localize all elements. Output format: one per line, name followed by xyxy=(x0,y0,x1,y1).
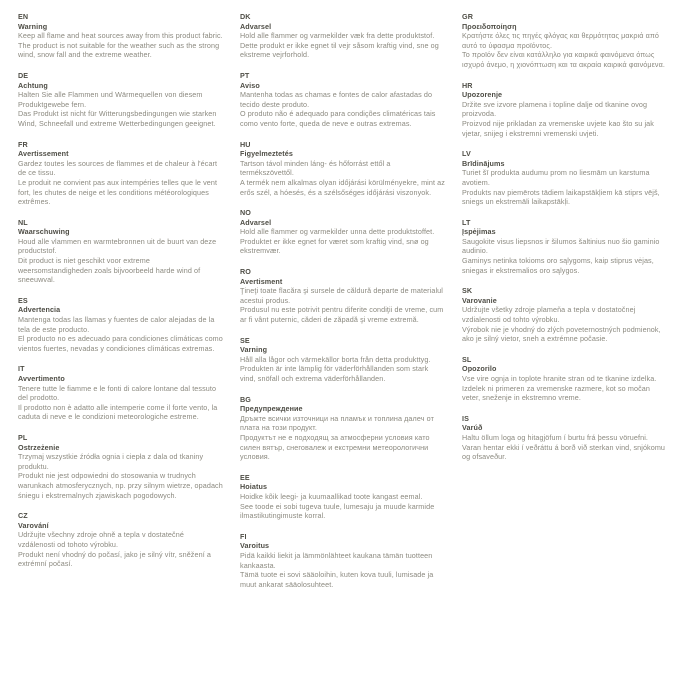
language-code: FR xyxy=(18,139,28,149)
language-code: GR xyxy=(462,12,473,21)
warning-text: Udržujte všetky zdroje plameňa a tepla v dostatočnej vzdialenosti od tohto výrobku. xyxy=(462,305,636,325)
warning-text: Produkts nav piemērots tādiem laikapstākļiem kā stiprs vējš, sniegs un ekstremāli laikapstākļi. xyxy=(462,187,660,207)
language-section-sl xyxy=(462,355,667,403)
warning-text: Izdelek ni primeren za vremenske razmere, kot so močan veter, sneženje in ekstremno vreme. xyxy=(462,383,650,403)
language-section-en xyxy=(18,12,223,60)
warning-text: Κρατήστε όλες τις πηγές φλόγας και θερμότητας μακριά από αυτό το ύφασμα προϊόντος. xyxy=(462,31,660,50)
warning-text: Το προϊόν δεν είναι κατάλληλο για καιρικά φαινόμενα όπως ισχυρό άνεμο, η χιονόπτωση και τα ακραία καιρικά φαινόμενα. xyxy=(462,50,665,69)
warning-title: Advertencia xyxy=(18,305,61,315)
language-code: PT xyxy=(240,70,250,80)
language-code: PL xyxy=(18,432,28,442)
warning-text: Das Produkt ist nicht für Witterungsbedingungen wie starken Wind, Schneefall und extreme Wetterbedingungen geeignet. xyxy=(18,109,217,128)
warning-text: Saugokite visus liepsnos ir šilumos šaltinius nuo šio gaminio audinio. xyxy=(462,236,660,256)
warning-title: Upozorenje xyxy=(462,90,503,100)
language-code: SL xyxy=(462,354,472,364)
warning-text: See toode ei sobi tugeva tuule, lumesaju ja muude karmide ilmastikutingimuste korral. xyxy=(240,501,435,521)
warning-text: Turiet šī produkta audumu prom no liesmām un karstuma avotiem. xyxy=(462,168,650,187)
warning-title: Advarsel xyxy=(240,217,272,227)
warning-text: Håll alla lågor och värmekällor borta från detta produkttyg. xyxy=(240,354,431,364)
language-code: RO xyxy=(240,267,251,277)
language-section-ro xyxy=(240,267,445,325)
warning-title: Įspėjimas xyxy=(462,227,496,237)
language-section-lv xyxy=(462,149,667,207)
language-section-fr xyxy=(18,140,223,207)
warning-title: Figyelmeztetés xyxy=(240,149,293,159)
language-code: SE xyxy=(240,335,250,345)
warning-text: Hoidke kõik leegi- ja kuumaallikad toote kangast eemal. xyxy=(240,491,423,501)
language-section-no xyxy=(240,208,445,256)
warning-title: Waarschuwing xyxy=(18,227,70,237)
warning-text: Produsul nu este potrivit pentru diferite condiţii de vreme, cum ar fi vânt puternic, căderi de zăpadă şi vreme extremă. xyxy=(240,305,444,325)
warning-title: Varning xyxy=(240,345,268,355)
language-code: FI xyxy=(240,531,247,541)
column xyxy=(240,12,445,700)
language-section-de xyxy=(18,71,223,129)
warning-text: Дръжте всички източници на пламък и топлина далеч от плата на този продукт. xyxy=(240,413,434,433)
warning-text: Produkt nie jest odpowiedni do stosowania w trudnych warunkach atmosferycznych, np. przy silnym wietrze, opadach śniegu i ekstremalnych zjawiskach pogodowych. xyxy=(18,471,223,500)
warning-title: Avvertimento xyxy=(18,374,65,383)
warning-text: Produktet er ikke egnet for været som kraftig vind, snø og ekstremvær. xyxy=(240,236,429,256)
warning-text: Dette produkt er ikke egnet til vejr såsom kraftig vind, sne og ekstreme vejrforhold. xyxy=(240,40,439,60)
warning-text: A termék nem alkalmas olyan időjárási körülményekre, mint az erős szél, a hóesés, és a szélsőséges időjárási viszonyok. xyxy=(240,177,445,197)
language-code: IT xyxy=(18,364,25,374)
warning-text: The product is not suitable for the weather such as the strong wind, snow fall and the extreme weather. xyxy=(18,40,220,60)
warning-text: Pidä kaikki liekit ja lämmönlähteet kaukana tämän tuotteen kankaasta. xyxy=(240,550,433,570)
language-section-sk xyxy=(462,286,667,344)
warning-title: Achtung xyxy=(18,80,48,90)
language-code: DE xyxy=(18,70,29,80)
language-code: SK xyxy=(462,286,473,296)
language-section-it xyxy=(18,364,223,422)
warning-title: Avertisment xyxy=(240,276,283,286)
language-code: LT xyxy=(462,217,471,227)
language-section-gr xyxy=(462,12,667,70)
language-code: ES xyxy=(18,295,28,305)
warning-text: Výrobok nie je vhodný do zlých poveternostných podmienok, ako je silný vietor, sneh a extrémne počasie. xyxy=(462,324,661,344)
warning-text: Tartson távol minden láng- és hőforrást ettől a termékszövettől. xyxy=(240,158,391,178)
warning-text: Produkt není vhodný do počasí, jako je silný vítr, sněžení a extrémní počasí. xyxy=(18,549,211,569)
warning-text: Le produit ne convient pas aux intempéries telles que le vent fort, les chutes de neige et les conditions météorologiques extrêmes. xyxy=(18,177,218,207)
warning-text: Vse vire ognja in toplote hranite stran od te tkanine izdelka. xyxy=(462,374,657,383)
warning-text: Keep all flame and heat sources away from this product fabric. xyxy=(18,31,223,41)
warning-text: Gaminys netinka tokioms oro sąlygoms, kaip stiprus vėjas, sniegas ir ekstremalios oro sąlygos. xyxy=(462,256,654,275)
language-code: LV xyxy=(462,149,471,159)
warning-text: Udržujte všechny zdroje ohně a tepla v dostatečné vzdálenosti od tohoto výrobku. xyxy=(18,530,184,549)
warning-text: Houd alle vlammen en warmtebronnen uit de buurt van deze productstof. xyxy=(18,236,217,256)
warning-title: Varovanie xyxy=(462,295,497,305)
warning-text: Ţineţi toate flacăra şi sursele de căldură departe de materialul acestui produs. xyxy=(240,286,443,305)
warning-text: Mantenga todas las llamas y fuentes de calor alejadas de la tela de este producto. xyxy=(18,315,215,334)
warning-title: Предупреждение xyxy=(240,404,303,414)
warning-title: Hoiatus xyxy=(240,482,268,492)
language-section-es xyxy=(18,296,223,354)
warning-text: Hold alle flammer og varmekilder unna dette produktstoffet. xyxy=(240,227,435,237)
language-section-ee xyxy=(240,473,445,521)
warning-title: Varování xyxy=(18,520,49,530)
warning-text: Dit product is niet geschikt voor extreme weersomstandigheden zoals bijvoorbeeld harde wind of sneeuwval. xyxy=(18,256,201,285)
language-code: IS xyxy=(462,413,469,423)
column xyxy=(462,12,667,700)
warning-title: Avertissement xyxy=(18,149,69,159)
language-section-hu xyxy=(240,140,445,198)
language-section-dk xyxy=(240,12,445,60)
warning-text: Produkten är inte lämplig för väderförhållanden som stark vind, snöfall och extrema väderförhållanden. xyxy=(240,364,429,383)
warning-text: Hold alle flammer og varmekilder væk fra dette produktstof. xyxy=(240,31,435,41)
warning-text: Tämä tuote ei sovi sääoloihin, kuten kova tuuli, lumisade ja muut ankarat sääolosuhteet. xyxy=(240,570,434,589)
warning-text: Proizvod nije prikladan za vremenske uvjete kao što su jak vjetar, snijeg i ekstremni vremenski uvjeti. xyxy=(462,118,654,138)
language-section-pt xyxy=(240,71,445,129)
warning-text: Продуктът не е подходящ за атмосферни условия като силен вятър, снеговалеж и екстремни метеорологични условия. xyxy=(240,432,430,462)
warning-title: Warning xyxy=(18,21,48,31)
language-code: DK xyxy=(240,12,251,21)
warning-title: Brīdinājums xyxy=(462,158,505,168)
warning-text: O produto não é adequado para condições climatéricas tais como vento forte, queda de neve e outras extremas. xyxy=(240,109,436,128)
warning-text: Haltu öllum loga og hitagjöfum í burtu frá þessu vöruefni. xyxy=(462,432,648,442)
warning-title: Ostrzeżenie xyxy=(18,442,60,452)
warning-text: Držite sve izvore plamena i topline dalje od tkanine ovog proizvoda. xyxy=(462,99,648,119)
warning-text: Gardez toutes les sources de flammes et de chaleur à l'écart de ce tissu. xyxy=(18,158,218,178)
language-section-pl xyxy=(18,433,223,500)
language-section-is xyxy=(462,414,667,462)
language-code: NL xyxy=(18,217,28,227)
warning-title: Opozorilo xyxy=(462,364,497,374)
language-section-cz xyxy=(18,511,223,569)
language-section-lt xyxy=(462,218,667,276)
language-code: HU xyxy=(240,139,251,149)
language-code: BG xyxy=(240,394,251,404)
language-code: CZ xyxy=(18,511,28,521)
language-code: NO xyxy=(240,208,251,218)
warning-title: Varúð xyxy=(462,423,483,433)
warning-text: Varan hentar ekki í veðráttu á borð við sterkan vind, snjókomu og ofsaveður. xyxy=(462,442,666,462)
warning-text: Halten Sie alle Flammen und Wärmequellen von diesem Produktgewebe fern. xyxy=(18,90,203,109)
warning-text: Il prodotto non è adatto alle intemperie come il forte vento, la caduta di neve e le condizioni meteorologiche estreme. xyxy=(18,402,218,422)
language-section-se xyxy=(240,336,445,384)
language-section-bg xyxy=(240,395,445,462)
warning-text: Trzymaj wszystkie źródła ognia i ciepła z dala od tkaniny produktu. xyxy=(18,452,204,471)
language-code: HR xyxy=(462,80,473,90)
warning-title: Varoitus xyxy=(240,541,270,551)
language-section-nl xyxy=(18,218,223,285)
warning-title: Advarsel xyxy=(240,21,272,31)
warning-text: Mantenha todas as chamas e fontes de calor afastadas do tecido deste produto. xyxy=(240,90,433,109)
language-section-fi xyxy=(240,532,445,590)
language-code: EE xyxy=(240,472,250,482)
column xyxy=(18,12,223,700)
warning-title: Προειδοποίηση xyxy=(462,21,517,31)
warning-text: El producto no es adecuado para condiciones climáticas como vientos fuertes, nevadas y condiciones climáticas extremas. xyxy=(18,334,223,353)
warning-text: Tenere tutte le fiamme e le fonti di calore lontane dal tessuto del prodotto. xyxy=(18,383,217,403)
language-code: EN xyxy=(18,12,29,21)
language-section-hr xyxy=(462,81,667,139)
warning-title: Aviso xyxy=(240,80,260,90)
